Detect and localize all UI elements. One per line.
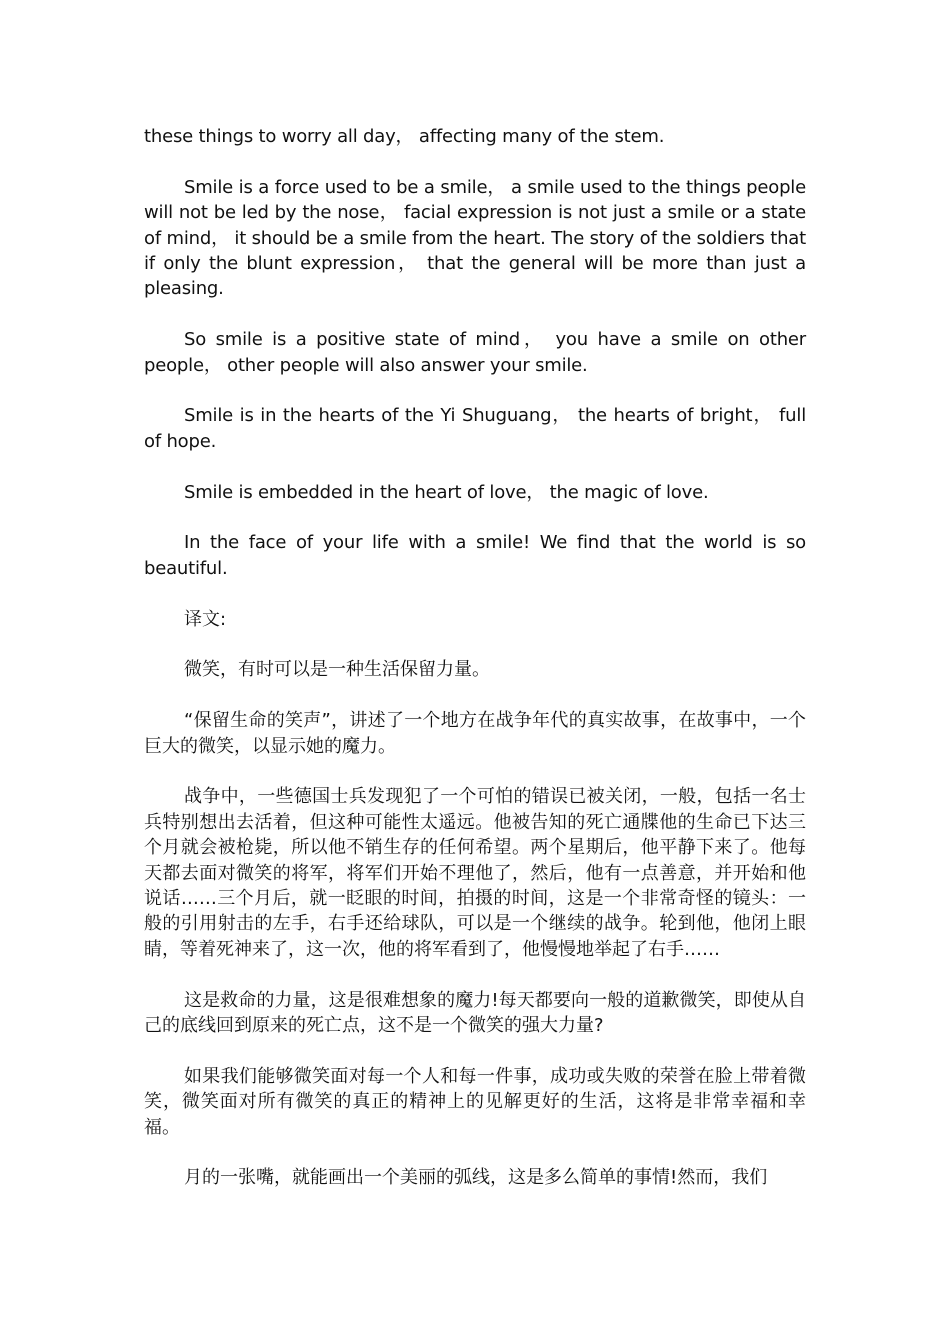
document-page bbox=[144, 124, 806, 1216]
paragraph-english-3: So smile is a positive state of mind， you have a smile on other people， other people will also answer your smile. bbox=[144, 329, 806, 376]
paragraph-chinese-2: “保留生命的笑声”，讲述了一个地方在战争年代的真实故事，在故事中，一个巨大的微笑，以显示她的魔力。 bbox=[144, 710, 806, 757]
paragraph-chinese-3: 战争中，一些德国士兵发现犯了一个可怕的错误已被关闭，一般，包括一名士兵特别想出去活着，但这种可能性太遥远。他被告知的死亡通牒他的生命已下达三个月就会被枪毙，所以他不销生存的任何希望。两个星期后，他平静下来了。他每天都去面对微笑的将军，将军们开始不理他了，然后，他有一点善意，并开始和他说话……三个月后，就一眨眼的时间，拍摄的时间，这是一个非常奇怪的镜头：一般的引用射击的左手，右手还给球队，可以是一个继续的战争。轮到他，他闭上眼睛，等着死神来了，这一次，他的将军看到了，他慢慢地举起了右手…… bbox=[144, 786, 806, 960]
paragraph-english-6: In the face of your life with a smile! We find that the world is so beautiful. bbox=[144, 532, 806, 579]
paragraph-chinese-1: 微笑，有时可以是一种生活保留力量。 bbox=[184, 659, 490, 681]
paragraph-english-1: these things to worry all day， affecting many of the stem. bbox=[144, 126, 665, 147]
paragraph-english-4: Smile is in the hearts of the Yi Shuguang， the hearts of bright， full of hope. bbox=[144, 405, 806, 452]
paragraph-chinese-6: 月的一张嘴，就能画出一个美丽的弧线，这是多么简单的事情!然而，我们 bbox=[184, 1167, 768, 1189]
paragraph-english-5: Smile is embedded in the heart of love， the magic of love. bbox=[184, 481, 709, 503]
paragraph-chinese-4: 这是救命的力量，这是很难想象的魔力!每天都要向一般的道歉微笑，即使从自己的底线回到原来的死亡点，这不是一个微笑的强大力量? bbox=[144, 989, 806, 1037]
translation-heading: 译文: bbox=[184, 608, 227, 630]
paragraph-english-2: Smile is a force used to be a smile， a smile used to the things people will not be led by the nose， facial expression is not just a smile or a state of mind， it should be a smile from the heart. The story of the soldiers that if only the blunt expression， that the general will be more than just a pleasing. bbox=[144, 176, 806, 300]
paragraph-chinese-5: 如果我们能够微笑面对每一个人和每一件事，成功或失败的荣誉在脸上带着微笑，微笑面对所有微笑的真正的精神上的见解更好的生活，这将是非常幸福和幸福。 bbox=[144, 1065, 806, 1138]
